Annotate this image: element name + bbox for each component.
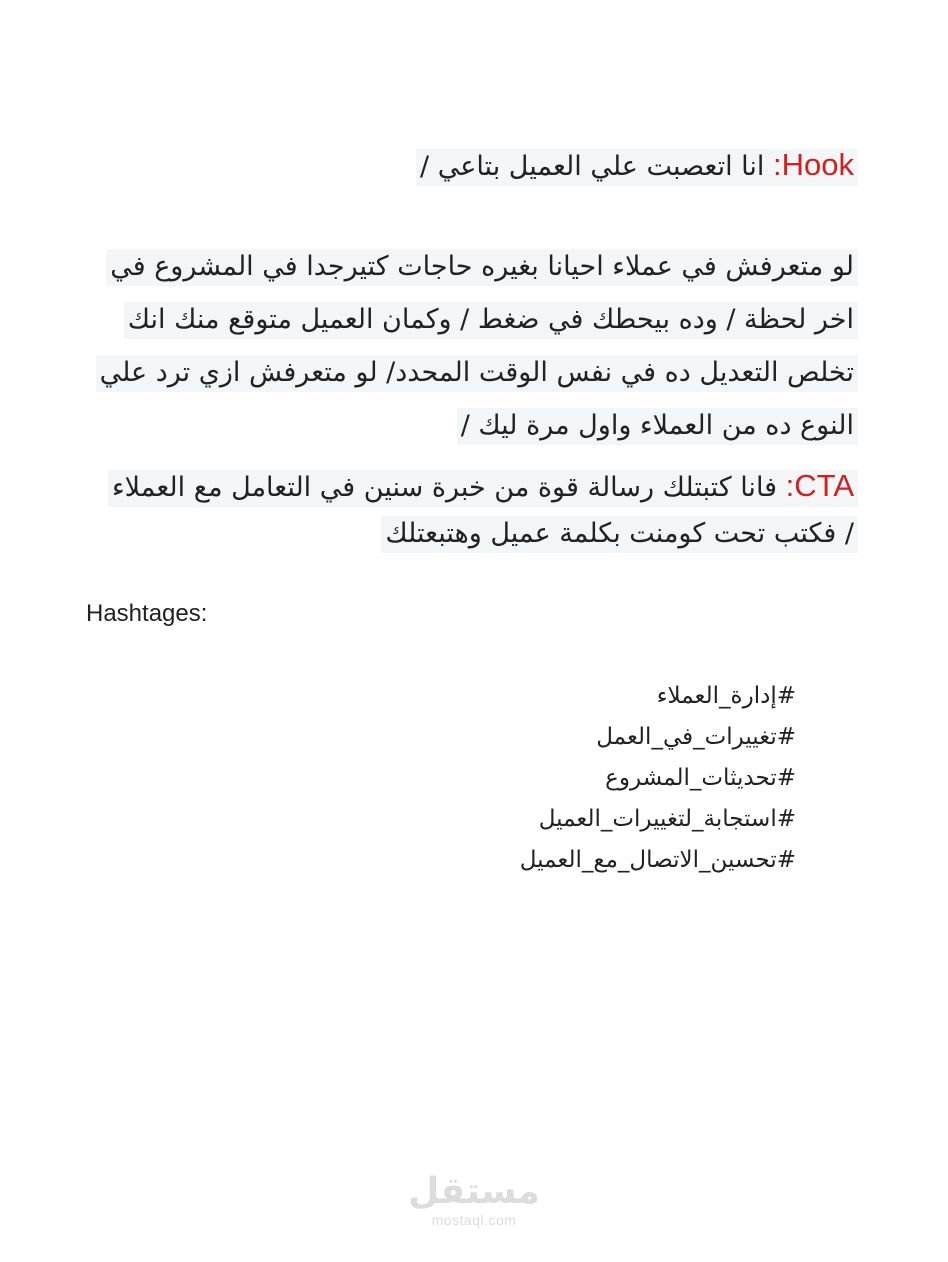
hook-paragraph <box>98 145 858 187</box>
hashtag-item: #تحديثات_المشروع <box>605 765 796 791</box>
hashtag-item: #إدارة_العملاء <box>656 683 796 709</box>
mostaql-watermark-logo <box>374 1172 574 1228</box>
hashtag-item: #استجابة_لتغييرات_العميل <box>538 806 796 832</box>
body-text: لو متعرفش في عملاء احيانا بغيره حاجات كتيرجدا في المشروع في اخر لحظة / وده بيحطك في ضغط / وكمان العميل متوقع منك انك تخلص التعديل ده في نفس الوقت المحدد/ لو متعرفش ازي ترد علي النوع ده من العملاء واول مرة ليك / <box>96 249 858 445</box>
hook-text: انا اتعصبت علي العميل بتاعي / <box>420 151 773 182</box>
body-paragraph <box>98 240 858 452</box>
cta-label: CTA: <box>785 468 854 503</box>
hashtags-title: Hashtages: <box>86 600 208 627</box>
hashtag-item: #تغييرات_في_العمل <box>596 724 796 750</box>
cta-paragraph <box>98 463 858 557</box>
cta-text: فانا كتبتلك رسالة قوة من خبرة سنين في التعامل مع العملاء / فكتب تحت كومنت بكلمة عميل وهتبعتلك <box>111 472 854 549</box>
watermark-domain-text: mostaql.com <box>431 1212 517 1228</box>
hashtag-list <box>520 676 796 881</box>
hashtag-item: #تحسين_الاتصال_مع_العميل <box>519 847 796 873</box>
watermark-arabic-text: مستقل <box>408 1171 540 1212</box>
hook-highlight <box>416 149 858 186</box>
hook-label: Hook: <box>773 147 854 182</box>
cta-highlight <box>108 470 858 553</box>
